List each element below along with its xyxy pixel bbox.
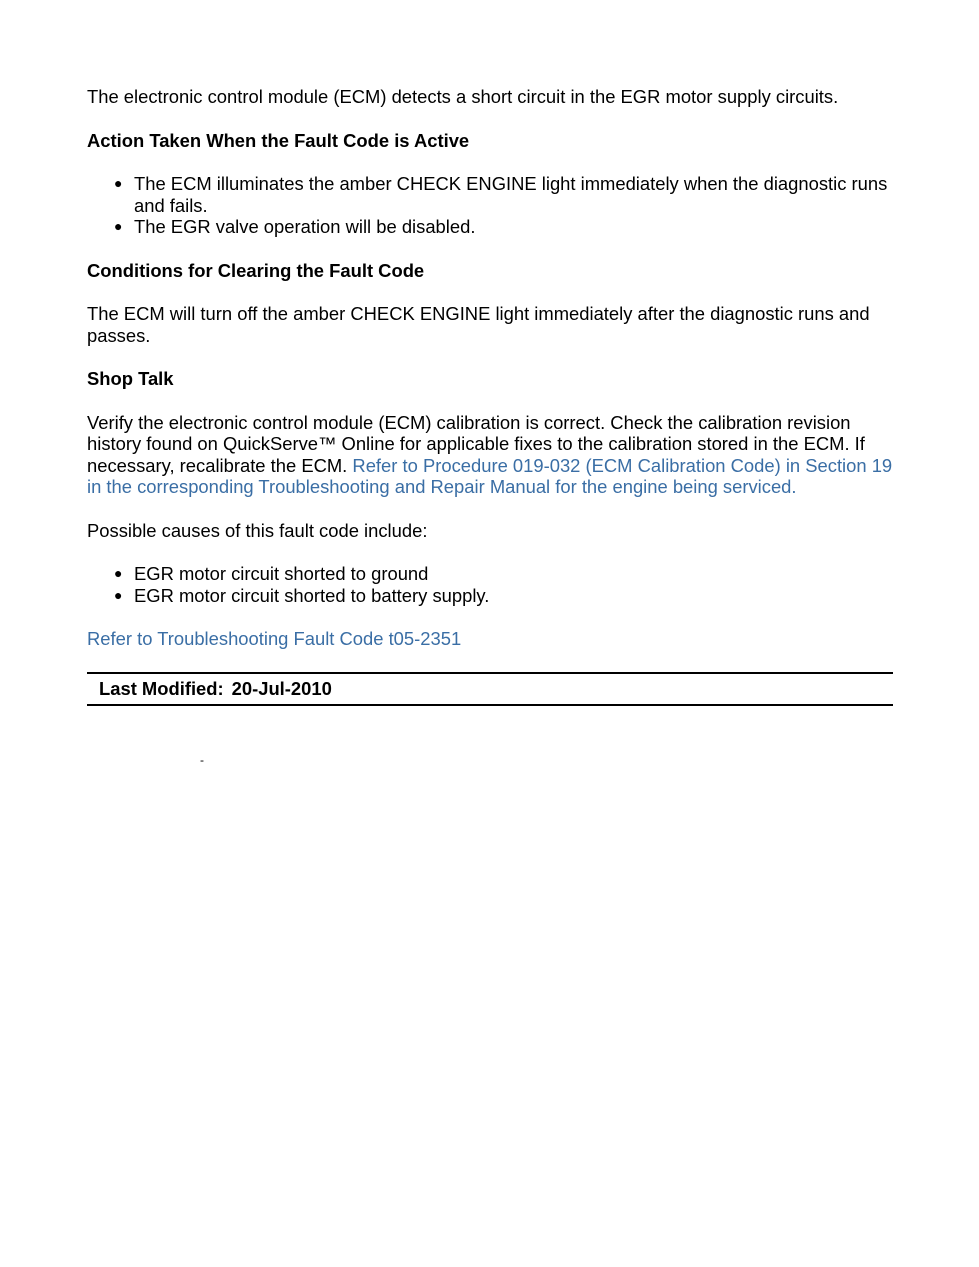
list-item-text: EGR motor circuit shorted to battery supply. [134,584,490,606]
causes-list [87,563,893,606]
shop-talk-text: Verify the electronic control module (ECM) calibration is correct. Check the calibration revision history found on QuickServe™ Online for applicable fixes to the calibration stored in the ECM. If necessary, recalibrate the ECM. [87,411,865,476]
last-modified-label: Last Modified: [99,677,224,699]
action-heading: Action Taken When the Fault Code is Active [87,129,470,151]
list-item [114,216,893,238]
list-item-text: The EGR valve operation will be disabled. [134,216,476,237]
procedure-link[interactable]: Refer to Procedure 019-032 (ECM Calibration Code) in Section 19 in the corresponding Troubleshooting and Repair Manual for the engine being serviced. [87,454,893,497]
footer-dash: - [200,753,204,767]
last-modified-date: 20-Jul-2010 [231,677,332,699]
bullet-icon: ● [114,175,123,191]
clearing-paragraph: The ECM will turn off the amber CHECK ENGINE light immediately after the diagnostic runs and passes. [87,303,870,346]
shop-talk-heading: Shop Talk [87,368,174,389]
troubleshooting-paragraph [87,628,893,650]
list-item-text: The ECM illuminates the amber CHECK ENGINE light immediately when the diagnostic runs and fails. [134,173,888,216]
list-item [114,563,893,585]
document-body [87,86,893,706]
list-item [114,173,893,216]
bullet-icon: ● [114,218,123,234]
list-item [114,584,893,607]
list-item-text: EGR motor circuit shorted to ground [134,563,429,584]
action-list [87,173,893,238]
last-modified-bar [87,672,893,706]
bullet-icon: ● [114,586,123,603]
troubleshooting-link[interactable]: Refer to Troubleshooting Fault Code t05-2351 [87,628,462,649]
bullet-icon: ● [114,565,123,581]
intro-paragraph: The electronic control module (ECM) detects a short circuit in the EGR motor supply circuits. [87,86,839,107]
shop-talk-paragraph [87,412,893,498]
causes-intro: Possible causes of this fault code include: [87,519,428,541]
clearing-heading: Conditions for Clearing the Fault Code [87,259,425,281]
